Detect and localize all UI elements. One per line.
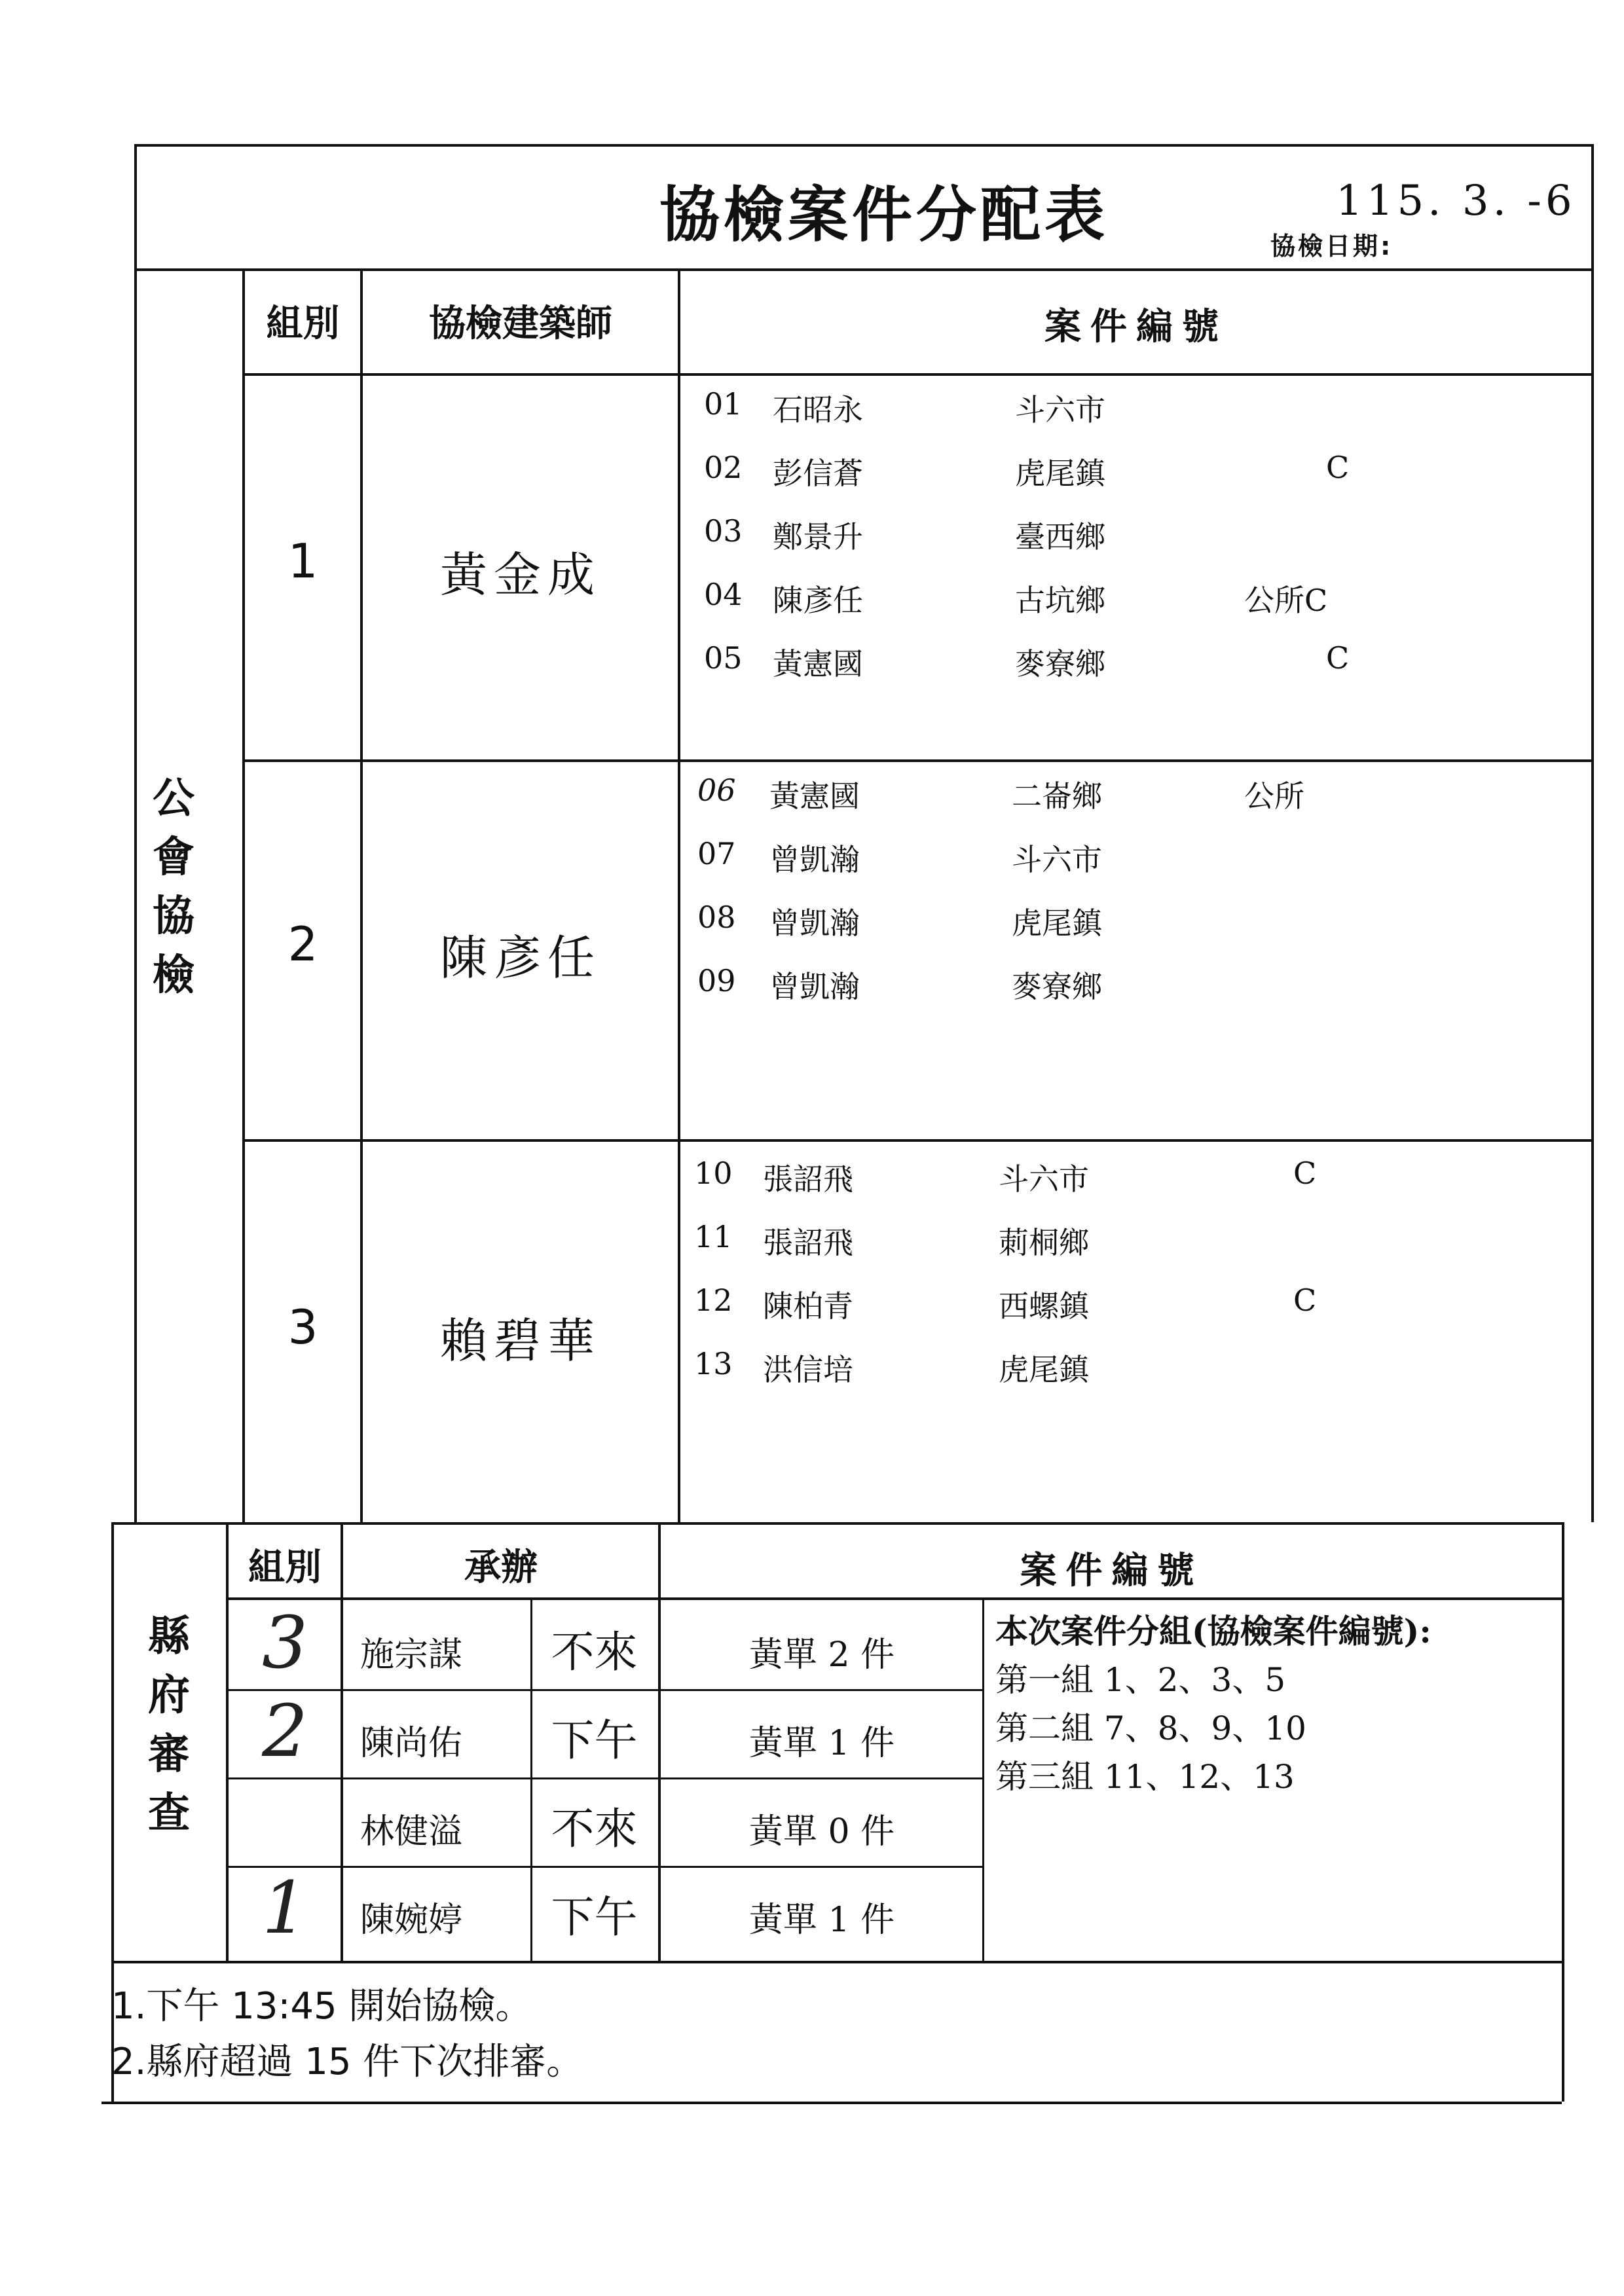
county-top xyxy=(111,1522,1562,1525)
case-location: 斗六市 xyxy=(999,1161,1089,1197)
case-note: 公所C xyxy=(1244,583,1328,618)
title-divider xyxy=(134,268,1591,271)
summary-line: 第二組 7、8、9、10 xyxy=(995,1709,1306,1747)
handwritten-group-mark: 3 xyxy=(262,1601,308,1685)
case-applicant: 張詔飛 xyxy=(763,1225,853,1260)
case-location: 斗六市 xyxy=(1015,392,1105,428)
frame-bottom xyxy=(101,2102,1562,2104)
case-applicant: 彭信蒼 xyxy=(773,456,863,491)
note-1: 1.下午 13:45 開始協檢。 xyxy=(111,1985,532,2028)
case-no: 12 xyxy=(694,1283,733,1318)
case-no: 06 xyxy=(697,773,736,808)
county-header-divider xyxy=(226,1597,1562,1600)
case-location: 虎尾鎮 xyxy=(1015,456,1105,491)
case-row xyxy=(701,450,1578,513)
yellow-slip-count: 黃單 1 件 xyxy=(748,1901,895,1940)
header-divider xyxy=(242,373,1591,376)
case-applicant: 石昭永 xyxy=(773,392,863,428)
note-2: 2.縣府超過 15 件下次排審。 xyxy=(111,2041,583,2083)
case-applicant: 張詔飛 xyxy=(763,1161,853,1197)
case-location: 臺西鄉 xyxy=(1015,519,1105,555)
case-note: C xyxy=(1326,640,1350,676)
group-1-case-list xyxy=(701,386,1578,704)
handwritten-group-mark: 2 xyxy=(262,1689,308,1773)
case-no: 10 xyxy=(694,1156,733,1191)
group-2-case-list xyxy=(694,773,1578,1027)
group-3-architect: 賴碧華 xyxy=(439,1313,601,1368)
summary-line: 第一組 1、2、3、5 xyxy=(995,1661,1286,1699)
col-line-2 xyxy=(360,268,363,1522)
case-applicant: 陳彥任 xyxy=(773,583,863,618)
group-divider-1 xyxy=(242,759,1591,762)
handler-time: 不來 xyxy=(551,1627,638,1677)
col-line-1 xyxy=(242,268,245,1522)
case-no: 01 xyxy=(704,386,743,422)
case-applicant: 黃憲國 xyxy=(769,778,860,814)
case-row xyxy=(701,577,1578,640)
case-applicant: 黃憲國 xyxy=(773,646,863,682)
grouping-summary xyxy=(995,1607,1552,1801)
section-label-county: 縣府審查 xyxy=(148,1613,190,1838)
case-row xyxy=(694,836,1578,900)
case-applicant: 洪信培 xyxy=(763,1352,853,1387)
case-location: 麥寮鄉 xyxy=(1012,969,1102,1004)
case-location: 古坑鄉 xyxy=(1015,583,1105,618)
header-group: 組別 xyxy=(266,302,340,345)
case-row xyxy=(694,773,1578,836)
case-applicant: 曾凱瀚 xyxy=(769,905,860,941)
case-no: 09 xyxy=(697,963,736,998)
group-2-number: 2 xyxy=(287,917,318,972)
frame-right-top xyxy=(1591,144,1594,1522)
case-location: 虎尾鎮 xyxy=(999,1352,1089,1387)
case-location: 麥寮鄉 xyxy=(1015,646,1105,682)
yellow-slip-count: 黃單 2 件 xyxy=(748,1635,895,1675)
county-header-cases: 案件編號 xyxy=(1020,1550,1204,1592)
case-row xyxy=(694,900,1578,963)
case-row xyxy=(691,1219,1581,1283)
case-note: C xyxy=(1293,1283,1317,1318)
case-location: 二崙鄉 xyxy=(1012,778,1102,814)
frame-top xyxy=(134,144,1591,147)
header-cases: 案件編號 xyxy=(1044,306,1228,348)
case-no: 02 xyxy=(704,450,743,485)
handler-name: 施宗謀 xyxy=(360,1635,463,1675)
case-no: 03 xyxy=(704,513,743,549)
case-no: 04 xyxy=(704,577,743,612)
case-applicant: 鄭景升 xyxy=(773,519,863,555)
case-note: C xyxy=(1326,450,1350,485)
case-row xyxy=(701,640,1578,704)
handler-time: 下午 xyxy=(551,1892,638,1942)
handler-name: 陳婉婷 xyxy=(360,1901,463,1940)
handler-time: 下午 xyxy=(551,1715,638,1766)
case-no: 05 xyxy=(704,640,743,676)
group-1-architect: 黃金成 xyxy=(439,547,601,602)
county-header-group: 組別 xyxy=(248,1546,322,1589)
date-label: 協檢日期: xyxy=(1270,232,1393,261)
col-line-3 xyxy=(678,268,680,1522)
handler-name: 陳尚佑 xyxy=(360,1724,463,1763)
handwritten-group-mark: 1 xyxy=(262,1866,308,1950)
yellow-slip-count: 黃單 1 件 xyxy=(748,1724,895,1763)
summary-heading: 本次案件分組(協檢案件編號): xyxy=(995,1612,1431,1650)
notes-divider xyxy=(111,1961,1562,1963)
page-title: 協檢案件分配表 xyxy=(659,180,1109,250)
case-row xyxy=(691,1156,1581,1219)
case-location: 虎尾鎮 xyxy=(1012,905,1102,941)
section-label-public: 公會協檢 xyxy=(153,774,194,1000)
summary-line: 第三組 11、12、13 xyxy=(995,1758,1295,1796)
case-no: 08 xyxy=(697,900,736,935)
county-col-2 xyxy=(341,1522,343,1961)
case-note: C xyxy=(1293,1156,1317,1191)
case-location: 西螺鎮 xyxy=(999,1288,1089,1324)
county-header-handler: 承辦 xyxy=(464,1546,538,1589)
case-row xyxy=(691,1346,1581,1410)
frame-left-top xyxy=(134,144,137,1522)
group-1-number: 1 xyxy=(287,534,318,589)
case-applicant: 曾凱瀚 xyxy=(769,969,860,1004)
date-value: 115. 3. -6 xyxy=(1336,177,1576,225)
case-no: 11 xyxy=(694,1219,733,1254)
group-divider-2 xyxy=(242,1139,1591,1142)
case-row xyxy=(701,386,1578,450)
case-row xyxy=(694,963,1578,1027)
header-architect: 協檢建築師 xyxy=(429,302,612,345)
case-applicant: 陳柏青 xyxy=(763,1288,853,1324)
case-location: 莿桐鄉 xyxy=(999,1225,1089,1260)
case-row xyxy=(701,513,1578,577)
county-col-3 xyxy=(658,1522,661,1961)
yellow-slip-count: 黃單 0 件 xyxy=(748,1812,895,1851)
case-row xyxy=(691,1283,1581,1346)
group-3-case-list xyxy=(691,1156,1581,1410)
case-note: 公所 xyxy=(1244,778,1304,814)
case-no: 13 xyxy=(694,1346,733,1381)
county-right xyxy=(1562,1522,1564,2102)
case-applicant: 曾凱瀚 xyxy=(769,842,860,877)
county-row-2 xyxy=(226,1777,982,1779)
handler-name: 林健溢 xyxy=(360,1812,463,1851)
group-2-architect: 陳彥任 xyxy=(439,930,601,985)
group-3-number: 3 xyxy=(287,1300,318,1355)
handler-time: 不來 xyxy=(551,1804,638,1854)
case-no: 07 xyxy=(697,836,736,871)
county-col-1 xyxy=(226,1522,229,1961)
case-location: 斗六市 xyxy=(1012,842,1102,877)
county-col-summary xyxy=(982,1597,984,1961)
